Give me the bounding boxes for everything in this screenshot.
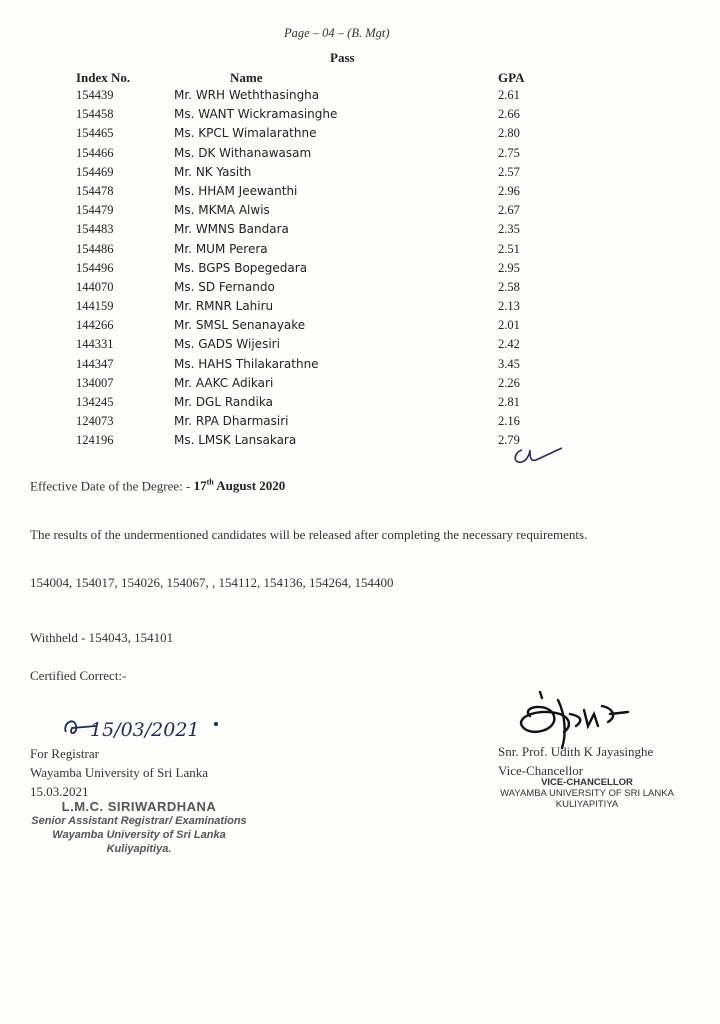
index-cell: 154483: [76, 222, 114, 237]
pending-results-note: The results of the undermentioned candidates will be released after completing the necessary requirements.: [30, 527, 588, 542]
name-cell: Mr. RPA Dharmasiri: [174, 414, 289, 429]
signed-date: 15.03.2021: [30, 784, 89, 799]
table-row: [76, 144, 536, 163]
index-cell: 154439: [76, 88, 114, 102]
effective-date: Effective Date of the Degree: - 17th August 2020: [30, 478, 286, 494]
gpa-cell: 2.95: [498, 260, 520, 275]
table-row: [76, 105, 536, 124]
name-cell: Ms. KPCL Wimalarathne: [174, 126, 317, 141]
name-cell: Ms. HAHS Thilakarathne: [174, 356, 319, 371]
table-row: [76, 278, 536, 297]
results-table: [76, 86, 536, 451]
vc-stamp-org: WAYAMBA UNIVERSITY OF SRI LANKA: [500, 788, 674, 799]
table-row: [76, 374, 536, 393]
pending-index-list: 154004, 154017, 154026, 154067, , 154112, 154136, 154264, 154400: [30, 575, 394, 590]
section-title: Pass: [330, 50, 355, 65]
vc-stamp-place: KULIYAPITIYA: [555, 799, 619, 810]
name-cell: Mr. AAKC Adikari: [174, 375, 274, 390]
table-row: [76, 393, 536, 412]
table-row: [76, 355, 536, 374]
vc-title: Vice-Chancellor: [498, 763, 584, 778]
table-row: [76, 335, 536, 354]
gpa-cell: 2.79: [498, 433, 520, 448]
name-cell: Mr. RMNR Lahiru: [174, 299, 274, 314]
gpa-cell: 2.57: [498, 164, 520, 179]
registrar-signature: [60, 706, 240, 748]
university-name: Wayamba University of Sri Lanka: [30, 765, 209, 780]
gpa-cell: 2.80: [498, 126, 520, 141]
gpa-cell: 2.75: [498, 145, 520, 160]
index-cell: 144347: [76, 356, 114, 371]
vc-stamp-title: VICE-CHANCELLOR: [541, 777, 633, 788]
name-cell: Ms. DK Withanawasam: [174, 145, 312, 160]
stamp-title: Senior Assistant Registrar/ Examinations: [31, 815, 247, 827]
gpa-cell: 2.35: [498, 222, 520, 237]
gpa-cell: 2.51: [498, 241, 520, 256]
gpa-cell: 2.42: [498, 337, 520, 352]
index-cell: 144331: [76, 337, 114, 352]
index-cell: 134245: [76, 395, 114, 409]
index-cell: 144159: [76, 299, 114, 314]
table-row: [76, 297, 536, 316]
name-cell: Mr. SMSL Senanayake: [174, 318, 306, 333]
index-cell: 154458: [76, 107, 114, 122]
vc-name: Snr. Prof. Udith K Jayasinghe: [498, 744, 654, 759]
column-header-name: Name: [230, 70, 263, 85]
table-row: [76, 163, 536, 182]
name-cell: Ms. GADS Wijesiri: [174, 337, 280, 352]
gpa-cell: 2.61: [498, 88, 520, 102]
registrar-block: [30, 744, 208, 801]
page-number: Page – 04 – (B. Mgt): [284, 26, 390, 40]
index-cell: 124196: [76, 433, 114, 448]
name-cell: Ms. LMSK Lansakara: [174, 433, 297, 448]
name-cell: Ms. MKMA Alwis: [174, 203, 270, 218]
stamp-place: Kuliyapitiya.: [106, 843, 172, 855]
gpa-cell: 3.45: [498, 356, 520, 371]
table-row: [76, 259, 536, 278]
registrar-stamp: [14, 800, 264, 856]
table-row: [76, 240, 536, 259]
table-row: [76, 124, 536, 143]
gpa-cell: 2.16: [498, 414, 520, 429]
table-row: [76, 412, 536, 431]
index-cell: 154496: [76, 260, 114, 275]
table-row: [76, 182, 536, 201]
column-header-index: Index No.: [76, 70, 131, 85]
index-cell: 124073: [76, 414, 114, 429]
index-cell: 144266: [76, 318, 114, 333]
name-cell: Ms. BGPS Bopegedara: [174, 260, 308, 275]
index-cell: 154469: [76, 164, 114, 179]
index-cell: 154466: [76, 145, 114, 160]
name-cell: Mr. NK Yasith: [174, 164, 252, 179]
table-row: [76, 431, 536, 450]
name-cell: Ms. HHAM Jeewanthi: [174, 183, 298, 198]
table-row: [76, 220, 536, 239]
index-cell: 154478: [76, 183, 114, 198]
table-row: [76, 201, 536, 220]
handwritten-date: 15/03/2021: [90, 719, 200, 741]
for-registrar: For Registrar: [30, 746, 99, 761]
withheld-list: Withheld - 154043, 154101: [30, 630, 174, 645]
column-header-gpa: GPA: [498, 70, 525, 85]
table-row: [76, 86, 536, 105]
stamp-name: L.M.C. SIRIWARDHANA: [61, 799, 217, 814]
gpa-cell: 2.67: [498, 203, 520, 218]
table-row: [76, 316, 536, 335]
gpa-cell: 2.13: [498, 299, 520, 314]
handwritten-check-mark: [510, 442, 570, 472]
vice-chancellor-stamp: [492, 777, 682, 810]
vice-chancellor-block: [498, 742, 653, 780]
gpa-cell: 2.66: [498, 107, 520, 122]
index-cell: 154486: [76, 241, 114, 256]
certified-correct: Certified Correct:-: [30, 668, 127, 683]
gpa-cell: 2.81: [498, 395, 520, 409]
gpa-cell: 2.58: [498, 279, 520, 294]
index-cell: 154465: [76, 126, 114, 141]
index-cell: 134007: [76, 375, 114, 390]
gpa-cell: 2.26: [498, 375, 520, 390]
gpa-cell: 2.01: [498, 318, 520, 333]
name-cell: Mr. WMNS Bandara: [174, 222, 289, 237]
name-cell: Ms. SD Fernando: [174, 279, 275, 294]
stamp-org: Wayamba University of Sri Lanka: [52, 829, 226, 841]
index-cell: 144070: [76, 279, 114, 294]
name-cell: Ms. WANT Wickramasinghe: [174, 107, 338, 122]
name-cell: Mr. WRH Weththasingha: [174, 88, 320, 102]
name-cell: Mr. DGL Randika: [174, 395, 273, 409]
gpa-cell: 2.96: [498, 183, 520, 198]
index-cell: 154479: [76, 203, 114, 218]
name-cell: Mr. MUM Perera: [174, 241, 268, 256]
